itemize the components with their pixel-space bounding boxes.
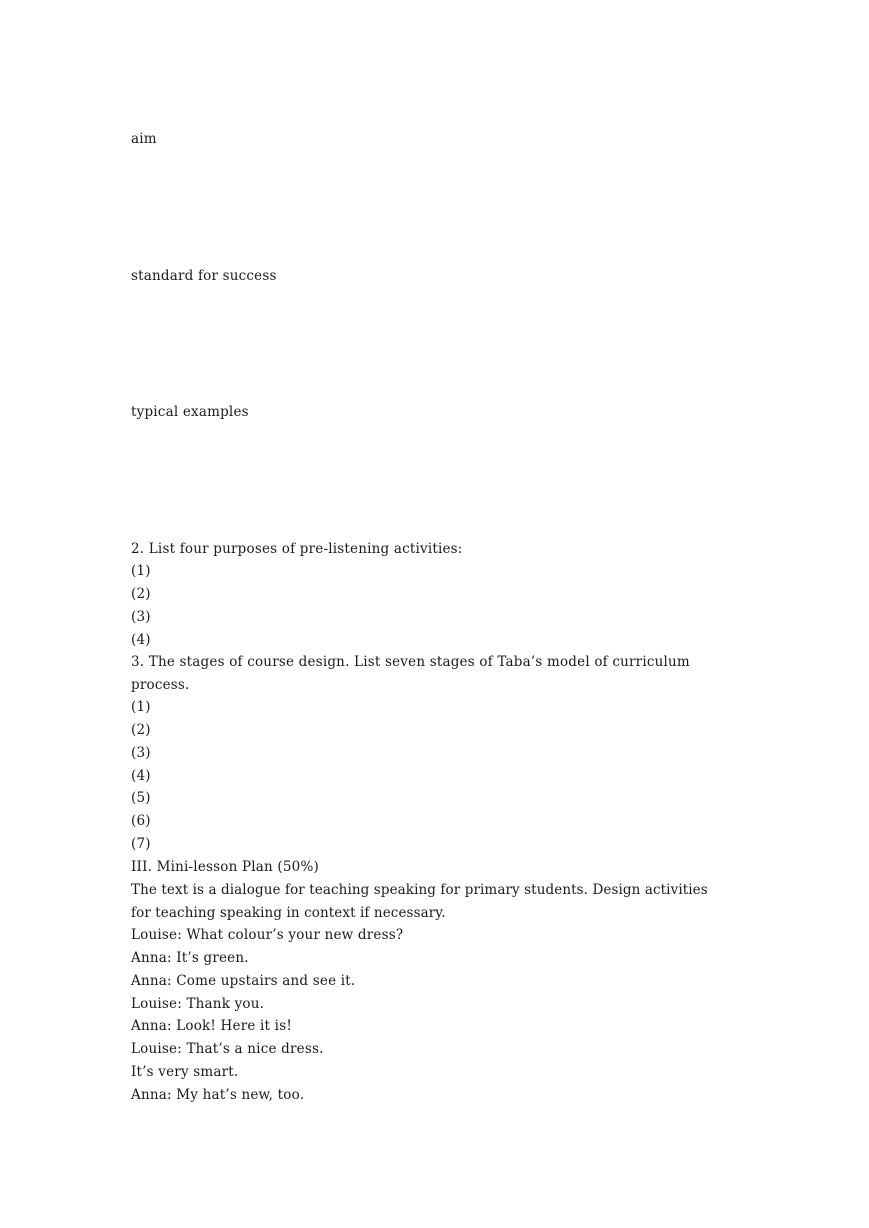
dialogue-line: Louise: Thank you.	[131, 996, 265, 1012]
question-3-item: (2)	[131, 722, 151, 738]
heading-standard-for-success: standard for success	[131, 268, 277, 284]
question-3-item: (5)	[131, 790, 151, 806]
heading-typical-examples: typical examples	[131, 404, 249, 420]
section-3-intro-continued: for teaching speaking in context if necessary.	[131, 905, 446, 921]
question-3-prompt-continued: process.	[131, 677, 190, 693]
dialogue-line: Anna: Come upstairs and see it.	[131, 973, 356, 989]
question-2-prompt: 2. List four purposes of pre-listening activities:	[131, 541, 463, 557]
section-3-title: III. Mini-lesson Plan (50%)	[131, 859, 319, 875]
question-2-item: (3)	[131, 609, 151, 625]
heading-aim: aim	[131, 131, 157, 147]
question-3-item: (6)	[131, 813, 151, 829]
section-3-intro: The text is a dialogue for teaching speaking for primary students. Design activities	[131, 882, 708, 898]
question-2-item: (1)	[131, 563, 151, 579]
question-3-item: (3)	[131, 745, 151, 761]
dialogue-line: It’s very smart.	[131, 1064, 239, 1080]
question-2-item: (2)	[131, 586, 151, 602]
question-2-item: (4)	[131, 632, 151, 648]
dialogue-line: Louise: What colour’s your new dress?	[131, 927, 404, 943]
dialogue-line: Anna: Look! Here it is!	[131, 1018, 292, 1034]
question-3-item: (4)	[131, 768, 151, 784]
dialogue-line: Anna: My hat’s new, too.	[131, 1087, 305, 1103]
dialogue-line: Louise: That’s a nice dress.	[131, 1041, 324, 1057]
question-3-item: (7)	[131, 836, 151, 852]
question-3-item: (1)	[131, 699, 151, 715]
question-3-prompt: 3. The stages of course design. List seven stages of Taba’s model of curriculum	[131, 654, 690, 670]
dialogue-line: Anna: It’s green.	[131, 950, 249, 966]
